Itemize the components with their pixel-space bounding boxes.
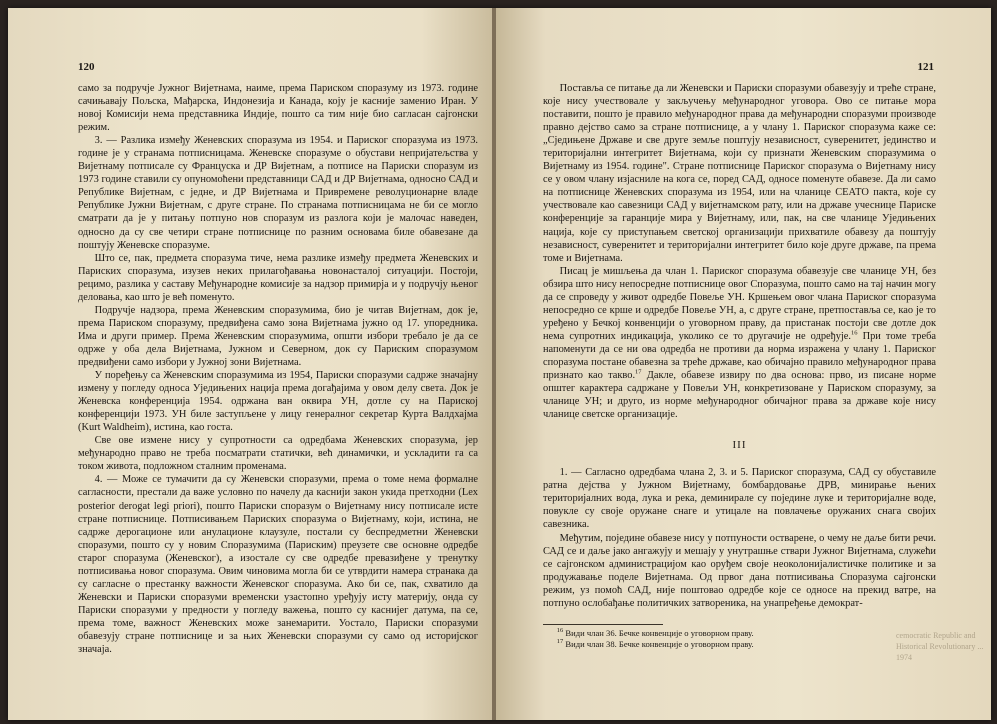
- section-heading: III: [732, 439, 747, 452]
- paragraph: само за подручје Јужног Вијетнама, наиме, према Париском споразуму из 1973. године сачињавају Пољска, Мађарска, Индонезија и Канада, коју је касније заменио Иран. У новој Комисији нема представника Индије, пошто са тим није био сагласан сајгонски режим.: [78, 83, 478, 134]
- left-page: [8, 8, 494, 720]
- right-page: [496, 8, 991, 720]
- right-page-body: [543, 82, 936, 650]
- bleed-through-text: cemocratic Republic and Historical Revolutionary ... 1974: [896, 631, 984, 662]
- book-spread: [8, 8, 991, 720]
- footnote-ref: 17: [635, 368, 642, 376]
- paragraph: Подручје надзора, према Женевским споразумима, био је читав Вијетнам, док је, према Париском споразуму, предвиђена само зона Вијетнама јужно од 17. упоредника. Има и други пример. Према Женевским споразумима, општи избори требало је да се одрже у оба дела Вијетнама, Јужном и Северном, док су Париским споразумом предвиђени само избори у Јужној зони Вијетнама.: [78, 304, 478, 368]
- footnote-rule: [543, 624, 663, 625]
- paragraph: Што се, пак, предмета споразума тиче, нема разлике између предмета Женевских и Париских споразума, изузев неких прилагођавања новонасталој ситуацији. Постоји, рецимо, разлика у саставу Међународне комисије за надзор примирја и у подручју њеног деловања, као што је већ поменуто.: [78, 252, 478, 303]
- left-page-body: [78, 82, 478, 656]
- page-number: 121: [917, 61, 934, 73]
- footnote-ref: 16: [850, 329, 858, 337]
- paragraph: Међутим, поједине обавезе нису у потпуности остварене, о чему не даље бити речи. САД се и даље јако ангажују и мешају у унутрашње ствари Јужног Вијетнама, служећи се сајгонском администрацијом као оруђем своје неоколонијалистичке политике и за продужавање поделе Вијетнама. Од првог дана потписивања Споразума сајгонски режим, уз помоћ САД, није поштовао одредбе које се односе на прекид ватре, на потпуно ослобађање политичких затвореника, на унапређење демократ-: [543, 532, 936, 609]
- paragraph: Писац је мишљења да члан 1. Париског споразума обавезује све чланице УН, без обзира што нису непосредне потписнице овог Споразума, пошто само на тај начин могу да се спроведу у живот одредбе Повеље УН. Кршењем овог члана Париског споразума непосредно се крше и одредбе Повеље УН, а, с друге стране, претпоставља се, као је то уређено у Бечкој конвенцији о уговорном праву, да пристанак постоји све дотле док нема супротних индикација, уколико се то другачије не одређује.$^{16}$ При томе треба напоменути да се ни ова одредба не противи да норма изражена у члану 1. Париског споразума постане обавезна за треће државе, као обичајно правило међународног права признато као такво.$^{17}$ Дакле, обавезе извиру по два основа: прво, из писане норме општег карактера садржане у Повељи УН, конкретизоване у Париском споразуму, за чланице УН; и друго, из норме међународног обичајног права за државе које нису чланице светске организације.: [543, 265, 936, 421]
- paragraph: 3. — Разлика између Женевских споразума из 1954. и Париског споразума из 1973. године је у странама потписницама. Женевске споразуме о обустави непријатељства у Вијетнаму потписале су Француска и ДР Вијетнам, а потписе на Париски споразум из 1973 године ставили су опуномоћени представници САД и ДР Вијетнама, односно САД и Републике Вијетнам, с једне, и ДР Вијетнама и Привремене револуционарне владе Републике Јужни Вијетнам, с друге стране. По странама потписницама не би се могло сматрати да је у питању потпуно нов споразум из разлога који је малочас наведен, односно да су све четири стране потписнице по разним основама биле обавезане да поштују Женевске споразуме.: [78, 135, 478, 251]
- paragraph: 1. — Сагласно одредбама члана 2, 3. и 5. Париског споразума, САД су обуставиле ратна дејства у Јужном Вијетнаму, бомбардовање ДРВ, минирање њених територијалних вода, лука и река, деминирале су поједине луке и територијалне воде, повукле су своје оружане снаге и утицале на повлачење оружаних снага својих савезника.: [543, 467, 936, 531]
- paragraph: У поређењу са Женевским споразумима из 1954, Париски споразуми садрже значајну измену у погледу односа Уједињених нација према догађајима у овом делу света. Док је Женевска конференција 1954. одржана ван оквира УН, дотле су на Париској конференцији 1973. УН биле заступљене у лицу генералног секретар Курта Валдхајма (Kurt Waldheim), истина, као госта.: [78, 370, 478, 434]
- paragraph: Све ове измене нису у супротности са одредбама Женевских споразума, јер међународно право не треба посматрати статички, већ динамички, и ускладити га са током живота, подложном сталним променама.: [78, 435, 478, 473]
- paragraph: Поставља се питање да ли Женевски и Париски споразуми обавезују и треће стране, које нису учествовале у закључењу међународног уговора. Ово се питање мора поставити, пошто је правило међународног права да међународни споразуми производе правно дејство само за стране потписнице, а у члану 1. Париског споразума каже се: „Сједињене Државе и све друге земље поштују независност, суверенитет, јединство и територијални интегритет Вијетнама, који су признати Женевским споразумима о Вијетнаму из 1954. године". Стране потписнице Париског споразума о Вијетнаму нису се у овом члану изјасниле на кога се, поред САД, односе поменуте обавезе. Да ли само на потписнице Женевских споразума из 1954, или на чланице СЕАТО пакта, које су учествовале као савезници САД у вијетнамском рату, или на државе учеснице Париске конференције за гаранције мира у Вијетнаму, или, пак, на све чланице Уједињених нација, које су приступањем светској организацији прихватиле обавезу да поштују независност, суверенитет и територијални интегритет било које друге државе, па према томе и Вијетнама.: [543, 83, 936, 264]
- page-number: 120: [78, 61, 95, 73]
- paragraph: 4. — Може се тумачити да су Женевски споразуми, према о томе нема формалне сагласности, престали да важе условно по начелу да каснији закон укида претходни (Lex posterior derogat legi priori), пошто Париски споразум о Вијетнаму нису потписале исте стране потписнице. Потписивањем Париских споразума о Вијетнаму, који, истина, не садрже дерогационе или анулационе клаузуле, постали су беспредметни Женевски споразуми, пошто су у новим Споразумима (Париским) преузете све основне одредбе старог споразума (Женевског), а изостале су све одредбе превазиђене у тренутку потписивања новог споразума. Овим чиновима могла би се утврдити намера странака да су сагласне о престанку важности Женевског споразума. Ако би се, пак, схватило да Женевски и Париски споразуми временски узастопно уређују исту материју, онда су Париски споразуми у предности у погледу важења, пошто су каснијег датума, па се, према томе, важност Женевских може занемарити. Уостало, Париски споразуми обавезују стране потписнице и за њих Женевски споразуми су само од историјског значаја.: [78, 474, 478, 656]
- footnote: $^{17}$ Види члан 38. Бечке конвенције о уговорном праву.: [556, 637, 754, 649]
- footnote: $^{16}$ Види члан 36. Бечке конвенције о уговорном праву.: [556, 626, 754, 638]
